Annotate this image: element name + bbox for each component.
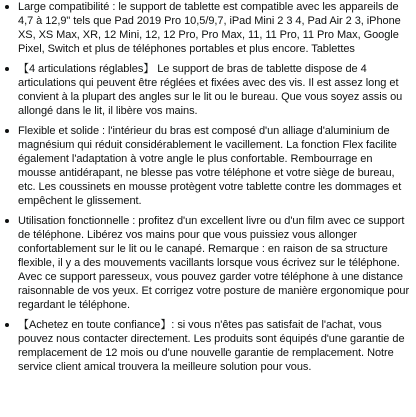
bullet-dot-icon <box>5 67 9 71</box>
bullet-dot-icon <box>5 219 9 223</box>
bullet-text: 【Achetez en toute confiance】: si vous n'êtes pas satisfait de l'achat, vous pouvez nous contacter directement. Les produits sont équipés d'une garantie de remplacement de 12 mois ou d'une nouvelle garantie de remplacement. Notre service client amical trouvera la meilleure solution pour vous. <box>18 319 405 373</box>
feature-bullet-flexible <box>0 124 412 208</box>
bullet-dot-icon <box>5 5 9 9</box>
feature-bullet-usage <box>0 214 412 312</box>
bullet-text: Flexible et solide : l'intérieur du bras est composé d'un alliage d'aluminium de magnésium qui réduit considérablement le vacillement. La fonction Flex facilite également l'adaptation à votre angle le plus confortable. Rembourrage en mousse antidérapant, ne blesse pas votre téléphone et votre siège de bureau, etc. Les coussinets en mousse protègent votre tablette contre les dommages et empêchent le glissement. <box>18 125 402 207</box>
feature-bullet-confidence <box>0 318 412 374</box>
bullet-text: Large compatibilité : le support de tablette est compatible avec les appareils de 4,7 à 12,9" tels que Pad 2019 Pro 10,5/9,7, iPad Mini 2 3 4, Pad Air 2 3, iPhone XS, XS Max, XR, 12 Mini, 12, 12 Pro, Pro Max, 11, 11 Pro, 11 Pro Max, Google Pixel, Switch et plus de téléphones portables et plus encore. Tablettes <box>18 1 401 55</box>
bullet-dot-icon <box>5 323 9 327</box>
feature-bullet-compatibility <box>0 0 412 56</box>
feature-bullet-articulations <box>0 62 412 118</box>
bullet-dot-icon <box>5 129 9 133</box>
bullet-text: Utilisation fonctionnelle : profitez d'un excellent livre ou d'un film avec ce support de téléphone. Libérez vos mains pour que vous puissiez vous allonger confortablement sur le lit ou le canapé. Remarque : en raison de sa structure flexible, il y a des mouvements vacillants lorsque vous écrivez sur le téléphone. Avec ce support paresseux, vous pouvez garder votre téléphone à une distance raisonnable de vos yeux. Et corrigez votre posture de manière ergonomique pour regardant le téléphone. <box>18 215 410 311</box>
bullet-text: 【4 articulations réglables】 Le support de bras de tablette dispose de 4 articulations qui peuvent être réglées et fixées avec des vis. Il est assez long et convient à la plupart des angles sur le lit ou le bureau. Que vous soyez assis ou allongé dans le lit, il libère vos mains. <box>18 63 403 117</box>
